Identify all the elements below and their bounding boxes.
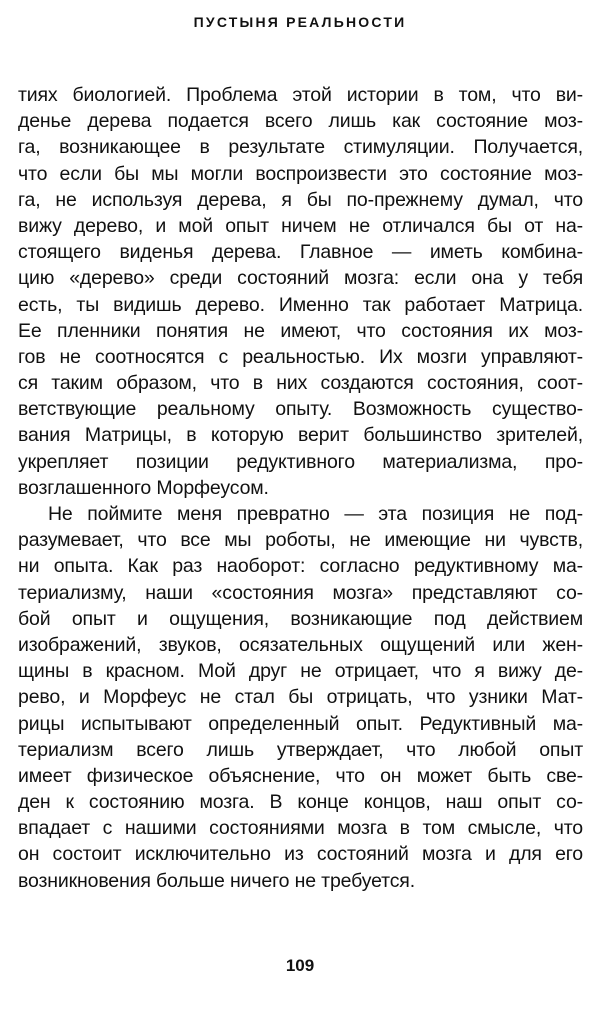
paragraph	[18, 82, 583, 501]
page-number: 109	[285, 956, 315, 975]
text-line: имеет физическое объяснение, что он может быть све-	[18, 764, 583, 787]
text-line: Ее пленники понятия не имеют, что состояния их моз-	[18, 319, 583, 342]
text-line: изображений, звуков, осязательных ощущений или жен-	[18, 633, 583, 656]
paragraph	[18, 501, 583, 894]
text-line: цию «дерево» среди состояний мозга: если она у тебя	[18, 267, 583, 290]
text-line: ветствующие реальному опыту. Возможность существо-	[18, 398, 583, 421]
text-line: рицы испытывают определенный опыт. Редуктивный ма-	[18, 712, 583, 735]
text-line: ся таким образом, что в них создаются состояния, соот-	[18, 372, 583, 395]
body-text	[18, 82, 583, 894]
text-line: Не поймите меня превратно — эта позиция не под-	[48, 503, 583, 525]
text-line: что если бы мы могли воспроизвести это состояние моз-	[18, 162, 583, 185]
text-line: га, не используя дерева, я бы по-прежнему думал, что	[18, 188, 583, 211]
text-line: тиях биологией. Проблема этой истории в том, что ви-	[18, 84, 583, 106]
text-line: возникновения больше ничего не требуется.	[18, 869, 415, 892]
text-line: укрепляет позиции редуктивного материализма, про-	[18, 450, 583, 473]
text-line: он состоит исключительно из состояний мозга и для его	[18, 843, 583, 866]
text-line: стоящего виденья дерева. Главное — иметь комбина-	[18, 241, 583, 264]
text-line: териализму, наши «состояния мозга» представляют со-	[18, 581, 583, 604]
running-header: ПУСТЫНЯ РЕАЛЬНОСТИ	[193, 14, 407, 30]
text-line: щины в красном. Мой друг не отрицает, что я вижу де-	[18, 660, 583, 683]
text-line: ни опыта. Как раз наоборот: согласно редуктивному ма-	[18, 555, 583, 578]
text-line: разумевает, что все мы роботы, не имеющие ни чувств,	[18, 529, 583, 552]
text-line: га, возникающее в результате стимуляции. Получается,	[18, 136, 583, 159]
text-line: вания Матрицы, в которую верит большинство зрителей,	[18, 424, 583, 447]
text-line: териализм всего лишь утверждает, что любой опыт	[18, 738, 583, 761]
text-line: вижу дерево, и мой опыт ничем не отличался бы от на-	[18, 214, 583, 237]
text-line: впадает с нашими состояниями мозга в том смысле, что	[18, 817, 583, 840]
text-line: есть, ты видишь дерево. Именно так работает Матрица.	[18, 293, 583, 316]
text-line: денье дерева подается всего лишь как состояние моз-	[18, 110, 583, 133]
text-line: ден к состоянию мозга. В конце концов, наш опыт со-	[18, 791, 583, 814]
text-line: возглашенного Морфеусом.	[18, 476, 269, 499]
text-line: бой опыт и ощущения, возникающие под действием	[18, 607, 583, 630]
text-line: гов не соотносятся с реальностью. Их мозги управляют-	[18, 345, 583, 368]
text-line: рево, и Морфеус не стал бы отрицать, что узники Мат-	[18, 686, 583, 709]
